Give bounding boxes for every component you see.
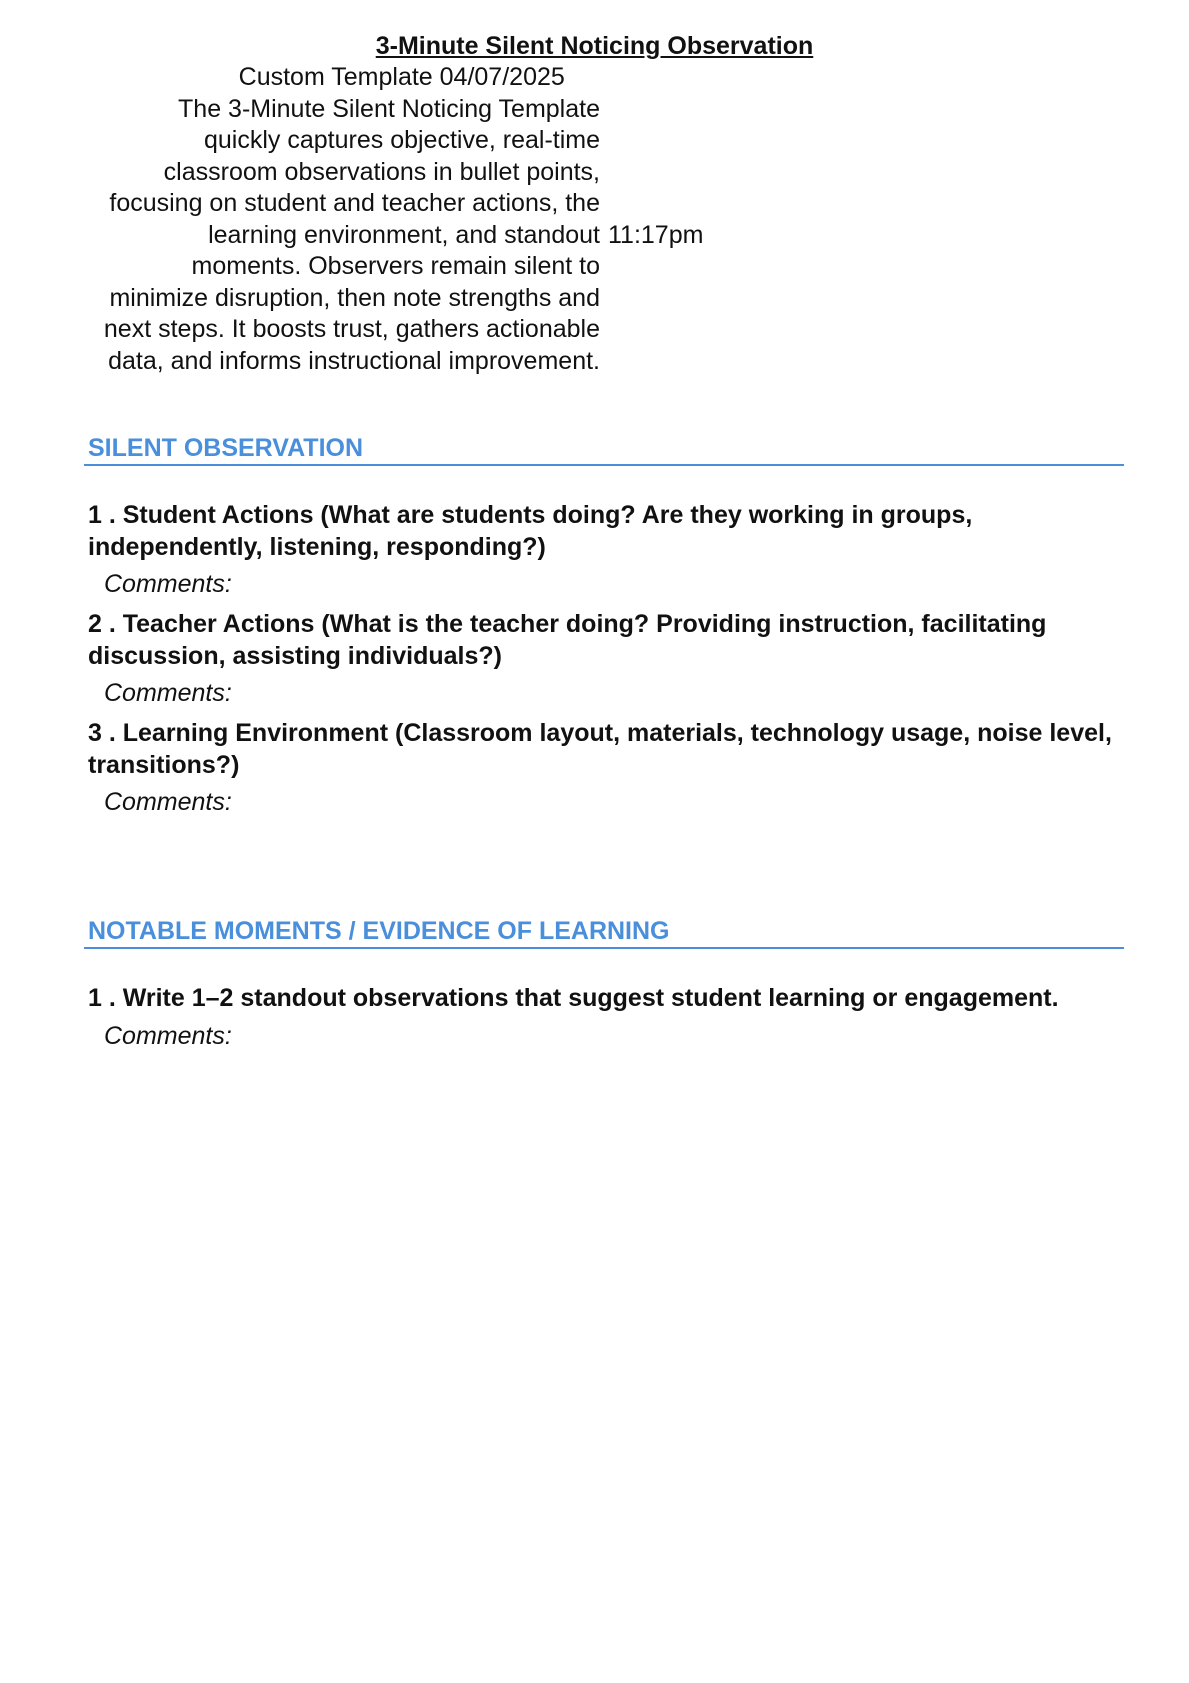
question-text: 1 . Write 1–2 standout observations that suggest student learning or engagement. (88, 984, 1059, 1012)
section-silent-observation (84, 433, 1124, 818)
question-item (84, 983, 1124, 1052)
comments-label: Comments: (104, 570, 232, 598)
section-heading: SILENT OBSERVATION (84, 433, 1124, 466)
question-text: 2 . Teacher Actions (What is the teacher doing? Providing instruction, facilitating discussion, assisting individuals?) (88, 610, 1047, 670)
question-item (84, 718, 1124, 818)
question-item (84, 500, 1124, 600)
question-item (84, 609, 1124, 709)
document-title: 3-Minute Silent Noticing Observation (375, 32, 814, 60)
comments-label: Comments: (104, 1021, 232, 1050)
section-heading: NOTABLE MOMENTS / EVIDENCE OF LEARNING (84, 916, 1124, 949)
template-line: Custom Template 04/07/2025 (238, 63, 565, 91)
comments-label: Comments: (104, 788, 232, 816)
comments-label: Comments: (104, 679, 232, 707)
template-info-table (100, 62, 703, 377)
template-description: The 3-Minute Silent Noticing Template quickly captures objective, real-time classroom observations in bullet points, focusing on student and teacher actions, the learning environment, and standout moments. Observers remain silent to minimize disruption, then note strengths and next steps. It boosts trust, gathers actionable data, and informs instructional improvement. (103, 94, 600, 375)
question-text: 1 . Student Actions (What are students doing? Are they working in groups, independently, listening, responding?) (88, 501, 973, 561)
section-notable-moments (84, 916, 1124, 1052)
question-text: 3 . Learning Environment (Classroom layout, materials, technology usage, noise level, transitions?) (88, 719, 1112, 779)
template-time: 11:17pm (608, 220, 704, 249)
